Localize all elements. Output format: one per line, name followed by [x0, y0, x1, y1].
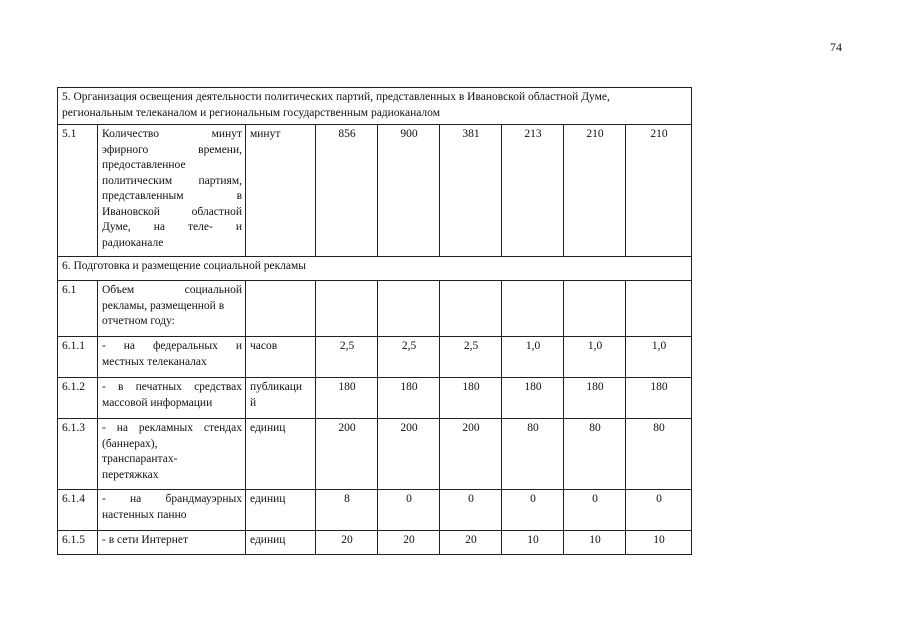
desc-line: радиоканале: [102, 236, 164, 249]
desc-line: предоставленное: [102, 159, 186, 171]
value-cell: 1,0: [626, 337, 692, 378]
desc-line: - в сети Интернет: [102, 534, 189, 546]
value-cell: 210: [626, 125, 692, 257]
value-cell: [316, 281, 378, 337]
value-cell: 213: [502, 125, 564, 257]
value-cell: [626, 281, 692, 337]
table-row: [58, 125, 692, 257]
value-cell: 80: [502, 419, 564, 490]
row-unit: единиц: [246, 419, 316, 490]
desc-line: Думе, на теле- и: [102, 221, 242, 233]
value-cell: 180: [440, 378, 502, 419]
value-cell: 80: [626, 419, 692, 490]
desc-line: массовой информации: [102, 396, 213, 409]
value-cell: 180: [564, 378, 626, 419]
row-description: [98, 281, 246, 337]
table-row: [58, 490, 692, 531]
value-cell: 900: [378, 125, 440, 257]
desc-line: перетяжках: [102, 468, 159, 481]
value-cell: [502, 281, 564, 337]
value-cell: 20: [440, 531, 502, 555]
row-unit: часов: [246, 337, 316, 378]
value-cell: [378, 281, 440, 337]
row-code: 6.1.1: [58, 337, 98, 378]
value-cell: 10: [564, 531, 626, 555]
value-cell: 180: [626, 378, 692, 419]
desc-line: представленным в: [102, 190, 242, 202]
value-cell: 381: [440, 125, 502, 257]
desc-line: политическим партиям,: [102, 174, 242, 187]
value-cell: 180: [502, 378, 564, 419]
table-row: [58, 378, 692, 419]
desc-line: - на брандмауэрных: [102, 493, 242, 505]
value-cell: 20: [316, 531, 378, 555]
row-code: 6.1.3: [58, 419, 98, 490]
row-code: 6.1.4: [58, 490, 98, 531]
desc-line: настенных панно: [102, 508, 187, 521]
value-cell: 0: [378, 490, 440, 531]
row-unit: минут: [246, 125, 316, 257]
section-6-row: [58, 257, 692, 281]
row-description: [98, 337, 246, 378]
section-5-title: [58, 88, 692, 125]
unit-line: публикаци: [250, 381, 303, 393]
row-description: [98, 490, 246, 531]
row-description: [98, 531, 246, 555]
desc-line: - на федеральных и: [102, 340, 242, 352]
desc-line: Ивановской областной: [102, 205, 242, 218]
value-cell: 2,5: [316, 337, 378, 378]
row-description: [98, 378, 246, 419]
value-cell: 0: [440, 490, 502, 531]
value-cell: 210: [564, 125, 626, 257]
row-description: [98, 419, 246, 490]
desc-line: транспарантах-: [102, 453, 178, 465]
table-row: [58, 419, 692, 490]
section-6-title: 6. Подготовка и размещение социальной рекламы: [58, 257, 692, 281]
desc-line: - в печатных средствах: [102, 381, 242, 393]
page-number: 74: [830, 40, 842, 54]
desc-line: рекламы, размещенной в: [102, 299, 225, 312]
row-code: 5.1: [58, 125, 98, 257]
desc-line: - на рекламных стендах: [102, 422, 242, 434]
value-cell: 180: [378, 378, 440, 419]
unit-line: й: [250, 396, 257, 409]
value-cell: 2,5: [378, 337, 440, 378]
row-code: 6.1.5: [58, 531, 98, 555]
value-cell: 8: [316, 490, 378, 531]
value-cell: 200: [316, 419, 378, 490]
desc-line: Количество минут: [102, 128, 242, 140]
row-description: [98, 125, 246, 257]
value-cell: 20: [378, 531, 440, 555]
section-5-title-line1: 5. Организация освещения деятельности политических партий, представленных в Ивановской областной Думе,: [62, 91, 610, 103]
value-cell: 1,0: [564, 337, 626, 378]
desc-line: местных телеканалах: [102, 355, 207, 368]
value-cell: 10: [502, 531, 564, 555]
desc-line: Объем социальной: [102, 284, 242, 296]
value-cell: 200: [440, 419, 502, 490]
row-unit: единиц: [246, 531, 316, 555]
row-unit: единиц: [246, 490, 316, 531]
value-cell: 10: [626, 531, 692, 555]
value-cell: 856: [316, 125, 378, 257]
table-row: [58, 337, 692, 378]
value-cell: 0: [502, 490, 564, 531]
table-row: [58, 281, 692, 337]
value-cell: [440, 281, 502, 337]
section-5-row: [58, 88, 692, 125]
desc-line: (баннерах),: [102, 437, 158, 450]
row-unit: [246, 378, 316, 419]
value-cell: 2,5: [440, 337, 502, 378]
row-code: 6.1: [58, 281, 98, 337]
value-cell: 80: [564, 419, 626, 490]
value-cell: 0: [564, 490, 626, 531]
value-cell: [564, 281, 626, 337]
table-row: [58, 531, 692, 555]
value-cell: 200: [378, 419, 440, 490]
value-cell: 1,0: [502, 337, 564, 378]
desc-line: отчетном году:: [102, 315, 175, 327]
desc-line: эфирного времени,: [102, 143, 242, 156]
indicators-table: [57, 87, 692, 555]
row-unit: [246, 281, 316, 337]
value-cell: 0: [626, 490, 692, 531]
value-cell: 180: [316, 378, 378, 419]
section-5-title-line2: региональным телеканалом и региональным государственным радиоканалом: [62, 106, 440, 119]
row-code: 6.1.2: [58, 378, 98, 419]
